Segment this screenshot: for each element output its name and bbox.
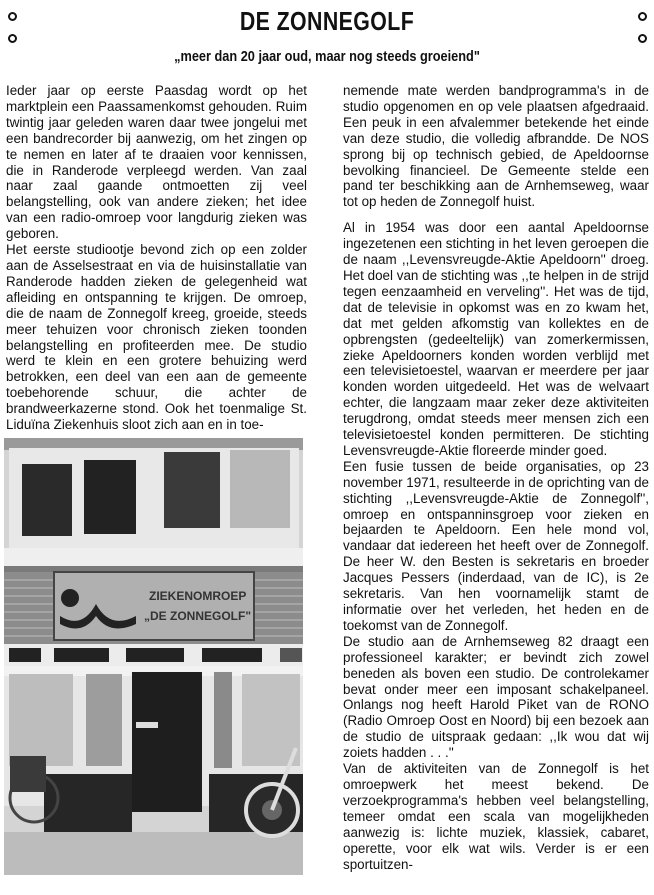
binder-hole-icon	[8, 12, 17, 21]
sign-text-line2: „DE ZONNEGOLF"	[144, 609, 252, 623]
paragraph: Van de aktiviteiten van de Zonnegolf is het omroepwerk het meest bekend. De verzoekprogramma's hebben veel belangstelling, temeer omdat een scala van mogelijkheden aanwezig is: lichte muziek, klassiek, cabaret, operette, voor elk wat wils. Verder is er een sportuitzen-	[343, 761, 649, 872]
paragraph: Ieder jaar op eerste Paasdag wordt op het marktplein een Paassamenkomst gehouden. Ruim twintig jaar geleden waren daar twee jongelui met een bandrecorder bij aanwezig, om het zingen op te nemen en later af te draaien voor kennissen, die in Randerode verpleegd werden. Van zaal naar zaal gaande ontmoetten zij veel belangstelling, ook van andere zieken; het idee van een radio-omroep voor langdurig zieken was geboren.	[6, 83, 307, 242]
binder-hole-icon	[638, 34, 647, 43]
right-column	[343, 83, 649, 872]
left-column	[6, 83, 307, 433]
paragraph: De studio aan de Arnhemseweg 82 draagt een professioneel karakter; er bevindt zich zowel beneden als boven een studio. De controlekamer bevat onder meer een imposant schakelpaneel. Onlangs nog heeft Harold Piket van de RONO (Radio Omroep Oost en Noord) bij een bezoek aan de studio de uitspraak gedaan: ,,Ik wou dat wij zoiets hadden . . .''	[343, 633, 649, 761]
building-photo	[4, 438, 303, 875]
article-subtitle: „meer dan 20 jaar oud, maar nog steeds groeiend"	[174, 48, 480, 65]
sign-text-line1: ZIEKENOMROEP	[149, 589, 247, 603]
binder-hole-icon	[638, 12, 647, 21]
paragraph: Al in 1954 was door een aantal Apeldoornse ingezetenen een stichting in het leven geroepen die de naam ,,Levensvreugde-Aktie Apeldoorn'' droeg. Het doel van de stichting was ,,te helpen in de strijd tegen eenzaamheid en verveling''. Het was de tijd, dat de televisie in opkomst was en zo kwam het, dat met gelden afkomstig van kollektes en de opbrengsten (gedeeltelijk) van zomerkermissen, zieke Apeldoorners konden worden verblijd met een televisietoestel, waarvan er meerdere per jaar konden worden uitgedeeld. Het was de welvaart echter, die langzaam maar zeker deze aktiviteiten terugdrong, omdat steeds meer mensen zich een televisietoestel konden permitteren. De stichting Levensvreugde-Aktie floreerde minder goed.	[343, 220, 649, 458]
paragraph: Een fusie tussen de beide organisaties, op 23 november 1971, resulteerde in de oprichting van de stichting ,,Levensvreugde-Aktie de Zonnegolf'', omroep en ontspanninsgroep voor zieken en bejaarden te Apeldoorn. Een hele mond vol, vandaar dat iedereen het heeft over de Zonnegolf. De heer W. den Besten is sekretaris en broeder Jacques Pessers (inderdaad, van de IC), is 2e sekretaris. Van hen voornamelijk stamt de informatie over het verleden, het heden en de toekomst van de Zonnegolf.	[343, 458, 649, 633]
article-title: DE ZONNEGOLF	[239, 6, 415, 36]
paragraph: nemende mate werden bandprogramma's in de studio opgenomen en op vele plaatsen afgedraaid. Een peuk in een afvalemmer betekende het einde van deze studio, die volledig afbrandde. De NOS sprong bij op technisch gebied, de Apeldoornse bevolking financieel. De Gemeente stelde een pand ter beschikking aan de Arnhemseweg, waar tot op heden de Zonnegolf huist.	[343, 83, 649, 210]
paragraph: Het eerste studiootje bevond zich op een zolder aan de Asselsestraat en via de huisinstallatie van Randerode hadden zieken de gelegenheid wat afleiding en ontspanning te krijgen. De omroep, die de naam de Zonnegolf kreeg, groeide, steeds meer tehuizen voor chronisch zieken toonden belangstelling en profiteerden mee. De studio werd te klein en een grotere behuizing werd betrokken, een deel van een aan de gemeente toebehorende schuur, die achter de brandweerkazerne stond. Ook het toenmalige St. Liduïna Ziekenhuis sloot zich aan en in toe-	[6, 242, 307, 433]
binder-hole-icon	[8, 34, 17, 43]
